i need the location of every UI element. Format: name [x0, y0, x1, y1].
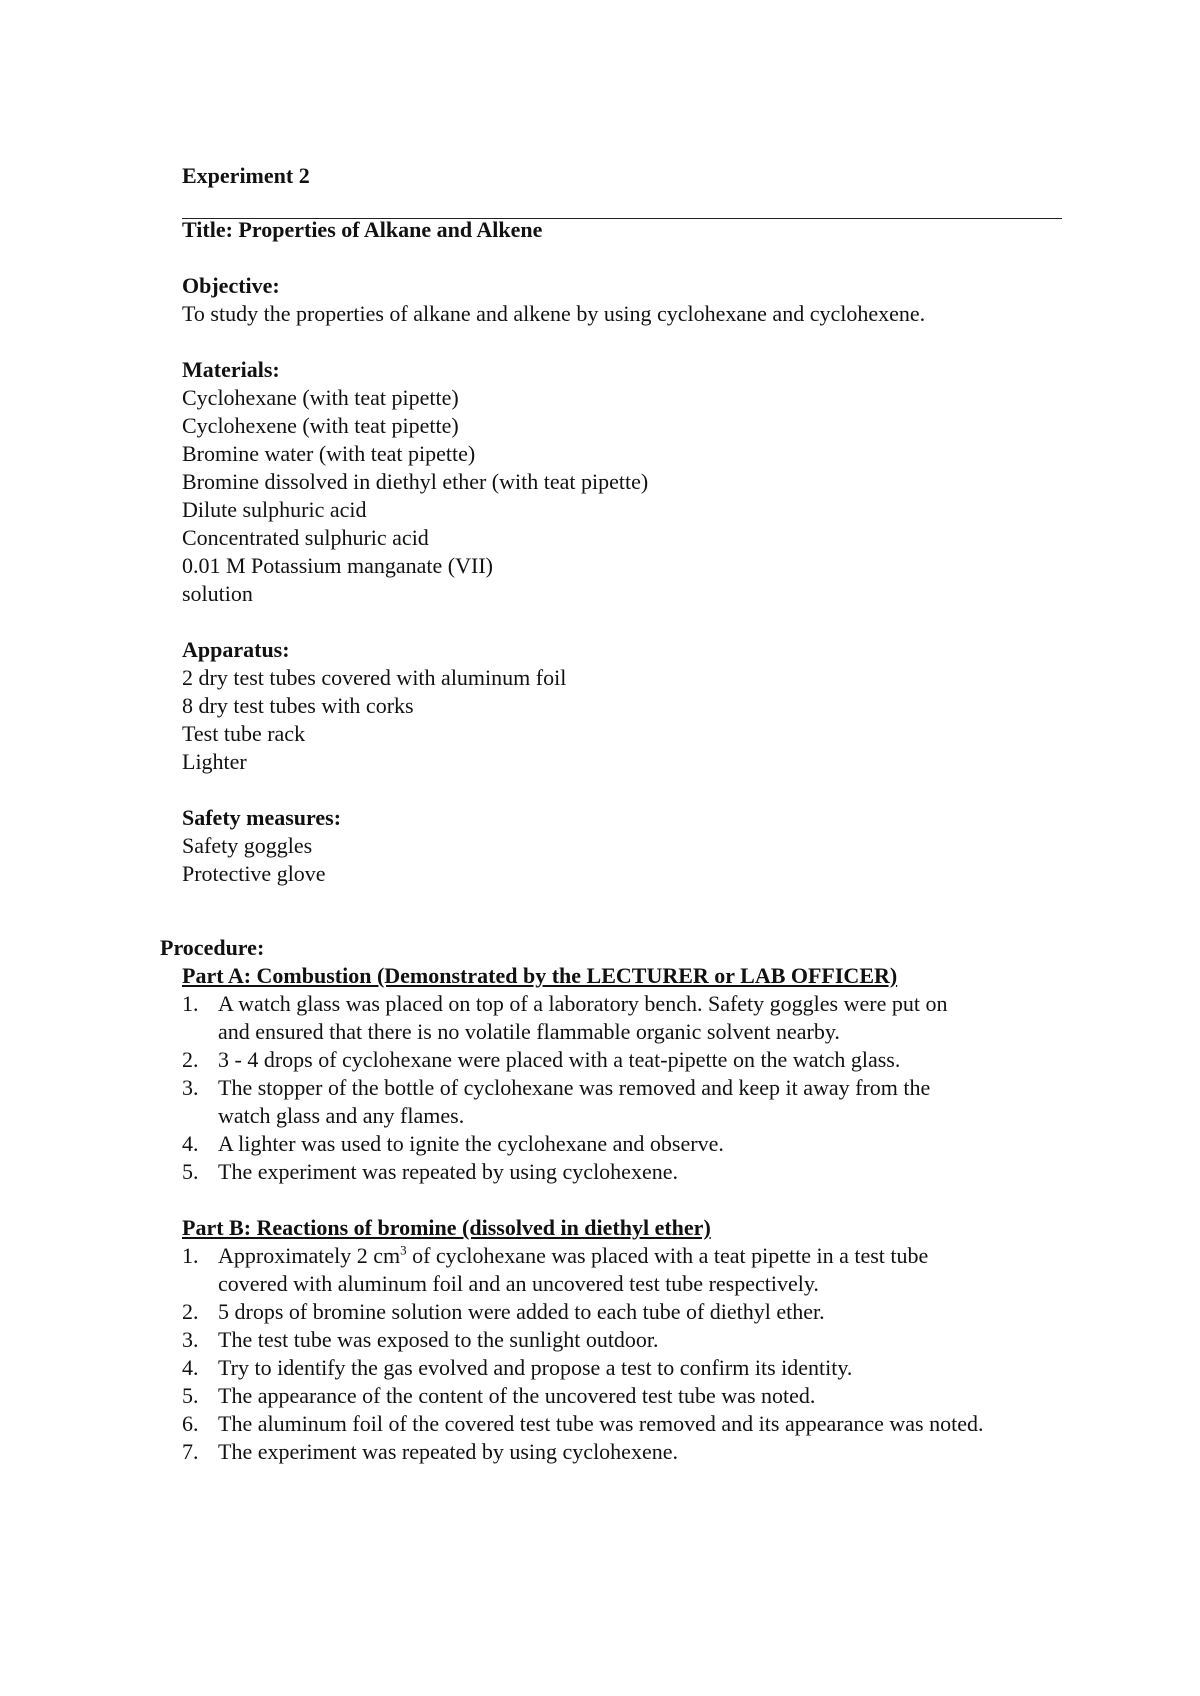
safety-item: Protective glove	[182, 861, 326, 886]
list-item: 7. The experiment was repeated by using cyclohexene.	[182, 1439, 678, 1464]
list-item: 5. The appearance of the content of the uncovered test tube was noted.	[182, 1383, 816, 1408]
part-b-heading: Part B: Reactions of bromine (dissolved in diethyl ether)	[182, 1215, 711, 1240]
materials-item: Bromine water (with teat pipette)	[182, 441, 476, 466]
materials-item: 0.01 M Potassium manganate (VII)	[182, 553, 493, 578]
part-a-steps	[160, 990, 1080, 1186]
materials-item: solution	[182, 581, 253, 606]
apparatus-item: 2 dry test tubes covered with aluminum foil	[182, 665, 567, 690]
materials-item: Concentrated sulphuric acid	[182, 525, 429, 550]
materials-item: Bromine dissolved in diethyl ether (with teat pipette)	[182, 469, 649, 494]
list-item: 2. 5 drops of bromine solution were added to each tube of diethyl ether.	[182, 1299, 825, 1324]
materials-item: Cyclohexene (with teat pipette)	[182, 413, 459, 438]
list-item: 6. The aluminum foil of the covered test tube was removed and its appearance was noted.	[182, 1411, 984, 1436]
materials-item: Dilute sulphuric acid	[182, 497, 367, 522]
procedure-section	[160, 934, 1080, 1466]
apparatus-item: Lighter	[182, 749, 247, 774]
document-title: Title: Properties of Alkane and Alkene	[182, 217, 543, 242]
list-item: 4. A lighter was used to ignite the cyclohexane and observe.	[182, 1131, 724, 1156]
list-item: 5. The experiment was repeated by using cyclohexene.	[182, 1159, 678, 1184]
list-item: 3. The test tube was exposed to the sunlight outdoor.	[182, 1327, 659, 1352]
apparatus-heading: Apparatus:	[182, 637, 290, 662]
part-b-steps	[160, 1242, 1080, 1466]
materials-item: Cyclohexane (with teat pipette)	[182, 385, 459, 410]
list-item: 1. A watch glass was placed on top of a laboratory bench. Safety goggles were put on and ensured that there is no volatile flammable organic solvent nearby.	[182, 991, 948, 1044]
materials-heading: Materials:	[182, 357, 280, 382]
part-a-heading: Part A: Combustion (Demonstrated by the LECTURER or LAB OFFICER)	[182, 963, 898, 988]
experiment-label: Experiment 2	[182, 163, 310, 188]
procedure-heading: Procedure:	[160, 935, 265, 960]
list-item: 2. 3 - 4 drops of cyclohexane were placed with a teat-pipette on the watch glass.	[182, 1047, 901, 1072]
list-item: 4. Try to identify the gas evolved and propose a test to confirm its identity.	[182, 1355, 853, 1380]
list-item: 1. Approximately 2 $cm^3$ of cyclohexane was placed with a teat pipette in a test tube covered with aluminum foil and an uncovered test tube respectively.	[182, 1242, 929, 1296]
document-body	[182, 162, 1062, 888]
apparatus-item: 8 dry test tubes with corks	[182, 693, 414, 718]
safety-heading: Safety measures:	[182, 805, 342, 830]
objective-heading: Objective:	[182, 273, 280, 298]
list-item: 3. The stopper of the bottle of cyclohexane was removed and keep it away from the watch glass and any flames.	[182, 1075, 931, 1128]
objective-text: To study the properties of alkane and alkene by using cyclohexane and cyclohexene.	[182, 301, 926, 326]
safety-item: Safety goggles	[182, 833, 313, 858]
apparatus-item: Test tube rack	[182, 721, 306, 746]
title-divider	[182, 218, 1062, 219]
